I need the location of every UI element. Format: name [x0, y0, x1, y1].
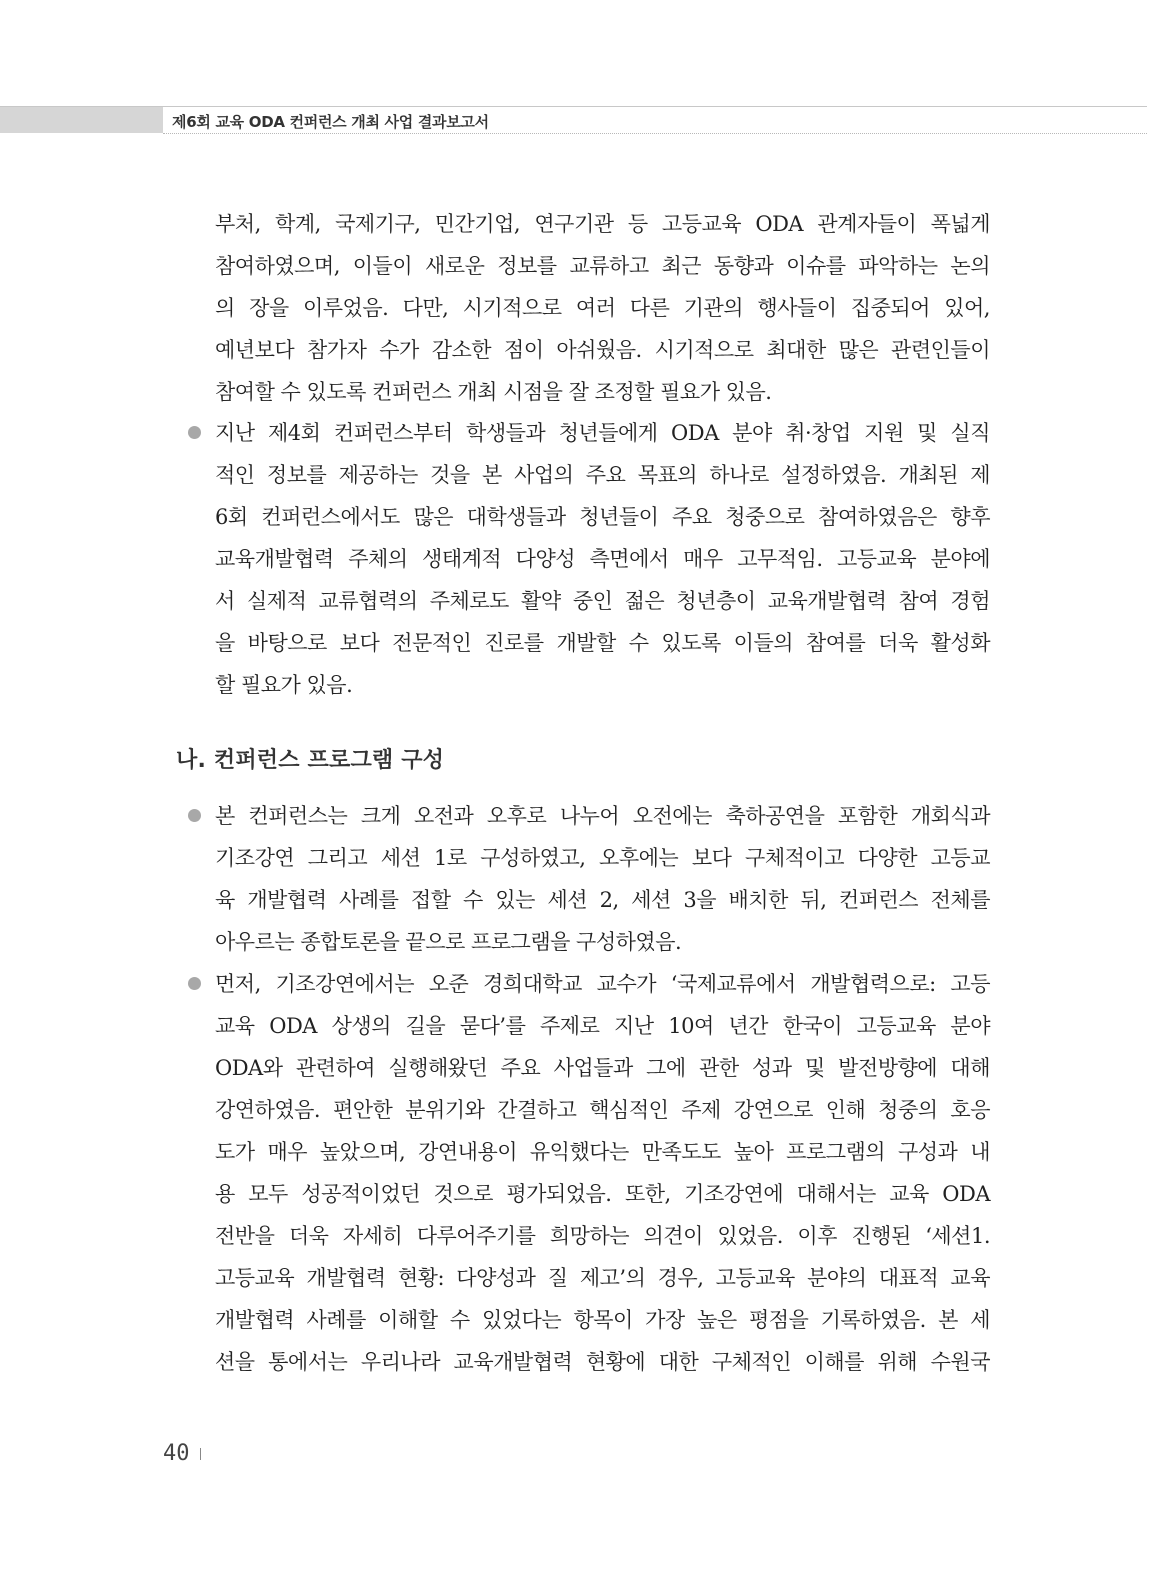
paragraph-line: 기조강연 그리고 세션 1로 구성하였고, 오후에는 보다 구체적이고 다양한 고등교: [215, 846, 990, 870]
bullet-icon: [188, 426, 201, 439]
paragraph-line: 교육 ODA 상생의 길을 묻다’를 주제로 지난 10여 년간 한국이 고등교육 분야: [215, 1014, 990, 1038]
paragraph-line: 6회 컨퍼런스에서도 많은 대학생들과 청년들이 주요 청중으로 참여하였음은 향후: [215, 505, 990, 529]
paragraph-line: 개발협력 사례를 이해할 수 있었다는 항목이 가장 높은 평점을 기록하였음. 본 세: [215, 1308, 990, 1332]
paragraph-line: 본 컨퍼런스는 크게 오전과 오후로 나누어 오전에는 축하공연을 포함한 개회식과: [215, 804, 990, 828]
paragraph-line: 의 장을 이루었음. 다만, 시기적으로 여러 다른 기관의 행사들이 집중되어 있어,: [215, 296, 990, 320]
section-heading: 나. 컨퍼런스 프로그램 구성: [176, 748, 445, 773]
paragraph-line: 을 바탕으로 보다 전문적인 진로를 개발할 수 있도록 이들의 참여를 더욱 활성화: [215, 631, 990, 655]
page-footer: [163, 1441, 201, 1471]
paragraph-line: 적인 정보를 제공하는 것을 본 사업의 주요 목표의 하나로 설정하였음. 개최된 제: [215, 463, 990, 487]
paragraph-line: 지난 제4회 컨퍼런스부터 학생들과 청년들에게 ODA 분야 취·창업 지원 및 실직: [215, 421, 990, 445]
paragraph-line: 전반을 더욱 자세히 다루어주기를 희망하는 의견이 있었음. 이후 진행된 ‘세션1.: [215, 1224, 990, 1248]
paragraph-line: 교육개발협력 주체의 생태계적 다양성 측면에서 매우 고무적임. 고등교육 분야에: [215, 547, 990, 571]
paragraph-line: ODA와 관련하여 실행해왔던 주요 사업들과 그에 관한 성과 및 발전방향에 대해: [215, 1056, 990, 1080]
paragraph-line: 도가 매우 높았으며, 강연내용이 유익했다는 만족도도 높아 프로그램의 구성과 내: [215, 1140, 990, 1164]
paragraph-line: 고등교육 개발협력 현황: 다양성과 질 제고’의 경우, 고등교육 분야의 대표적 교육: [215, 1266, 990, 1290]
page-number-separator: [200, 1448, 201, 1460]
paragraph-line: 부처, 학계, 국제기구, 민간기업, 연구기관 등 고등교육 ODA 관계자들이 폭넓게: [215, 212, 990, 236]
page-number: 40: [163, 1441, 190, 1466]
paragraph-line: 예년보다 참가자 수가 감소한 점이 아쉬웠음. 시기적으로 최대한 많은 관련인들이: [215, 338, 990, 362]
header-title: 제6회 교육 ODA 컨퍼런스 개최 사업 결과보고서: [172, 113, 489, 131]
paragraph-line: 강연하였음. 편안한 분위기와 간결하고 핵심적인 주제 강연으로 인해 청중의 호응: [215, 1098, 990, 1122]
paragraph-line: 먼저, 기조강연에서는 오준 경희대학교 교수가 ‘국제교류에서 개발협력으로: 고등: [215, 972, 990, 996]
paragraph-line: 참여하였으며, 이들이 새로운 정보를 교류하고 최근 동향과 이슈를 파악하는 논의: [215, 254, 990, 278]
paragraph-line: 용 모두 성공적이었던 것으로 평가되었음. 또한, 기조강연에 대해서는 교육 ODA: [215, 1182, 990, 1206]
bullet-icon: [188, 977, 201, 990]
paragraph-line: 할 필요가 있음.: [215, 673, 353, 697]
paragraph-line: 션을 통에서는 우리나라 교육개발협력 현황에 대한 구체적인 이해를 위해 수원국: [215, 1350, 990, 1374]
paragraph-line: 아우르는 종합토론을 끝으로 프로그램을 구성하였음.: [215, 930, 682, 954]
bullet-icon: [188, 809, 201, 822]
paragraph-line: 참여할 수 있도록 컨퍼런스 개최 시점을 잘 조정할 필요가 있음.: [215, 380, 772, 404]
paragraph-line: 육 개발협력 사례를 접할 수 있는 세션 2, 세션 3을 배치한 뒤, 컨퍼런스 전체를: [215, 888, 990, 912]
paragraph-line: 서 실제적 교류협력의 주체로도 활약 중인 젊은 청년층이 교육개발협력 참여 경험: [215, 589, 990, 613]
